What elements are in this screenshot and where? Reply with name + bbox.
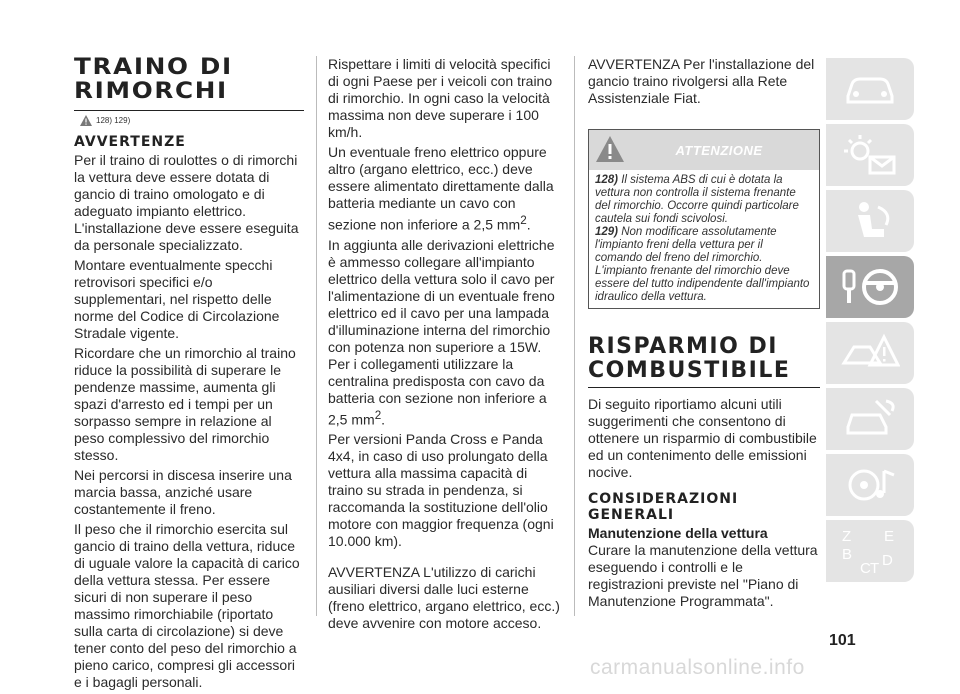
key-steering-wheel-icon — [838, 265, 902, 309]
chapter-tab[interactable] — [826, 454, 914, 516]
media-music-icon — [840, 463, 900, 507]
warning-item — [595, 174, 813, 226]
paragraph-end: . — [381, 411, 386, 428]
warning-text: Il sistema ABS di cui è dotata la vettura non controlla il sistema frenante del rimorchio. Occorre quindi particolare cautela sui fondi scivolosi. — [595, 174, 799, 225]
page-number: 101 — [829, 632, 856, 649]
airbag-seat-icon — [842, 199, 898, 243]
subsection-heading: Manutenzione della vettura — [588, 525, 768, 541]
crash-warning-icon — [840, 331, 900, 375]
section-title — [588, 335, 820, 383]
warning-triangle-icon — [80, 115, 92, 126]
paragraph: Per il traino di roulottes o di rimorchi la vettura deve essere dotata di gancio di traino omologato e di adeguato impianto elettrico. L'installazione deve essere eseguita da personale specializzato. — [74, 152, 299, 253]
paragraph — [328, 144, 560, 234]
index-letter: T — [870, 560, 880, 577]
column-divider — [574, 56, 575, 616]
paragraph: Curare la manutenzione della vettura eseguendo i controlli e le registrazioni previste nel "Piano di Manutenzione Programmata". — [588, 542, 818, 609]
warning-header — [589, 130, 819, 170]
paragraph: AVVERTENZA Per l'installazione del gancio traino rivolgersi alla Rete Assistenziale Fiat. — [588, 56, 815, 106]
warning-box — [588, 129, 820, 309]
paragraph — [328, 237, 560, 429]
footer-watermark: carmanualsonline.info — [590, 656, 805, 679]
warning-number: 128) — [595, 174, 619, 186]
title-rule — [588, 387, 820, 388]
column-divider — [316, 56, 317, 616]
paragraph: Ricordare che un rimorchio al traino riduce la possibilità di superare le pendenze massime, aumenta gli spazi d'arresto ed i tempi per un sorpasso sempre in relazione al peso complessivo del rimorchio stesso. — [74, 345, 296, 463]
warning-item — [595, 226, 813, 304]
paragraph: Nei percorsi in discesa inserire una marcia bassa, anziché usare costantemente il freno. — [74, 467, 292, 517]
chapter-tab[interactable] — [826, 322, 914, 384]
section-title-line1: RISPARMIO DI — [588, 334, 778, 359]
refs-text: 128) 129) — [96, 116, 131, 125]
chapter-tab[interactable] — [826, 388, 914, 450]
avvertenze-heading: AVVERTENZE — [74, 134, 186, 150]
section-title-line2: COMBUSTIBILE — [588, 358, 791, 383]
column-1 — [74, 56, 304, 694]
warning-triangle-icon — [595, 135, 625, 163]
warning-refs — [80, 115, 304, 126]
wrench-car-icon — [840, 397, 900, 441]
paragraph: Montare eventualmente specchi retrovisori specifici e/o supplementari, nel rispetto delle norme del Codice di Circolazione Stradale vigente. — [74, 257, 280, 341]
superscript: 2 — [374, 408, 382, 422]
subheading-line1: CONSIDERAZIONI — [588, 491, 739, 507]
car-icon — [842, 72, 898, 106]
superscript: 2 — [520, 214, 527, 227]
section-title-line1: TRAINO DI — [74, 55, 233, 80]
paragraph: Rispettare i limiti di velocità specifici di ogni Paese per i veicoli con traino di rimorchio. In ogni caso la velocità massima non deve superare i 100 km/h. — [328, 56, 553, 140]
section-title-line2: RIMORCHI — [74, 79, 228, 104]
paragraph-text: In aggiunta alle derivazioni elettriche è ammesso collegare all'impianto elettrico della vettura solo il cavo per l'alimentazione di un eventuale freno elettrico ed il cavo per una lampada d'illuminazione interna del rimorchio con potenza non superiore a 15W. Per i collegamenti utilizzare la centralina predisposta con cavo da batteria con sezione non inferiore a 2,5 mm — [328, 236, 555, 428]
warning-number: 129) — [595, 226, 619, 238]
weather-mail-icon — [840, 133, 900, 177]
subheading-line2: GENERALI — [588, 507, 675, 523]
column-2 — [328, 56, 560, 635]
chapter-tab-active[interactable] — [826, 256, 914, 318]
column-3 — [588, 56, 820, 613]
chapter-tab[interactable] — [826, 124, 914, 186]
index-letter: B — [842, 546, 853, 563]
chapter-tab[interactable] — [826, 58, 914, 120]
paragraph: AVVERTENZA L'utilizzo di carichi ausiliari diversi dalle luci esterne (freno elettrico, argano elettrico, ecc.) deve avvenire con motore acceso. — [328, 564, 560, 632]
index-letter: E — [884, 528, 895, 545]
paragraph-end: . — [526, 216, 531, 233]
chapter-tab[interactable] — [826, 190, 914, 252]
alphabet-index-icon — [838, 525, 902, 577]
paragraph-text: Un eventuale freno elettrico oppure altro (argano elettrico, ecc.) deve essere alimentato direttamente dalla batteria mediante un cavo con sezione non inferiore a 2,5 mm — [328, 144, 554, 233]
title-rule — [74, 110, 304, 111]
paragraph: Di seguito riportiamo alcuni utili suggerimenti che consentono di ottenere un risparmio di combustibile ed un contenimento delle emissioni nocive. — [588, 396, 817, 480]
paragraph: Per versioni Panda Cross e Panda 4x4, in caso di uso prolungato della vettura alla massima capacità di traino su strada in pendenza, si raccomanda la sostituzione dell'olio motore con maggior frequenza (ogni 10.000 km). — [328, 431, 554, 550]
index-letter: C — [860, 560, 871, 577]
paragraph: Il peso che il rimorchio esercita sul gancio di traino della vettura, riduce di uguale valore la capacità di carico della vettura stessa. Per essere sicuri di non superare il peso massimo rimorchiabile (riportato sulla carta di circolazione) si deve tener conto del peso del rimorchio a pieno carico, compresi gli accessori e i bagagli personali. — [74, 521, 300, 690]
subheading — [588, 491, 820, 523]
chapter-sidebar — [826, 58, 916, 586]
warning-body — [589, 170, 819, 308]
warning-title: ATTENZIONE — [675, 142, 763, 158]
index-letter: D — [882, 552, 893, 569]
index-letter: Z — [842, 528, 852, 545]
chapter-tab[interactable] — [826, 520, 914, 582]
warning-text: Non modificare assolutamente l'impianto freni della vettura per il comando del freno del rimorchio. L'impianto frenante del rimorchio deve essere del tutto indipendente dall'impianto idraulico della vettura. — [595, 226, 810, 303]
